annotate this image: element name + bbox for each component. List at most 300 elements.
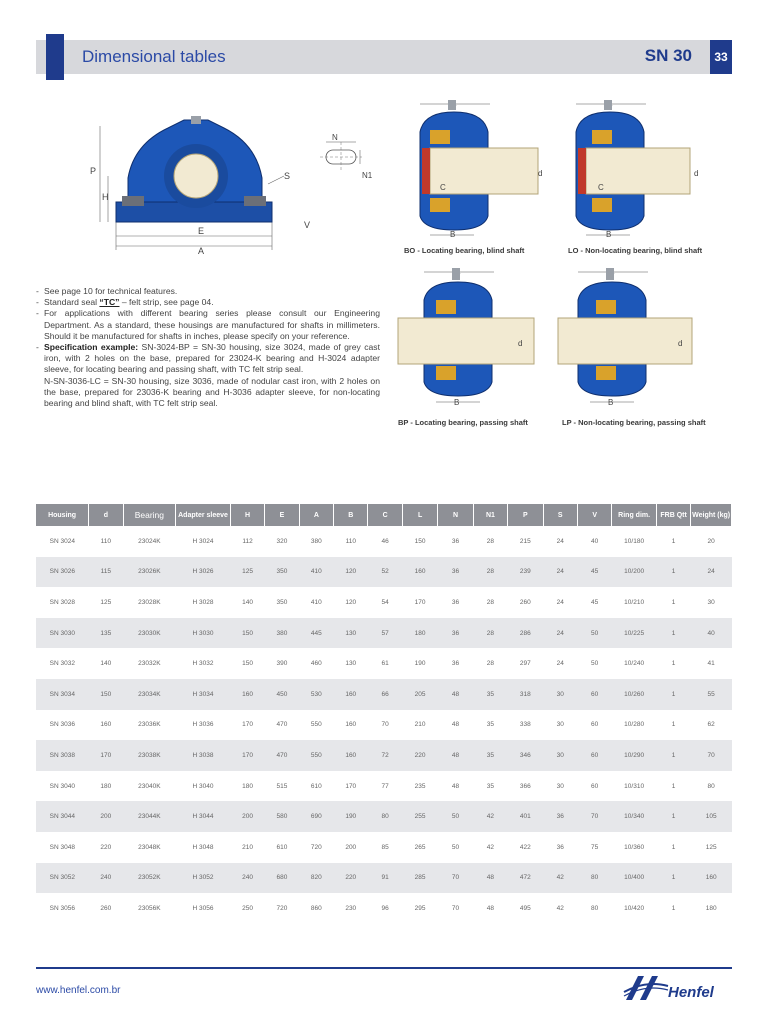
table-cell: H 3028 xyxy=(192,598,214,606)
table-cell: 150 xyxy=(89,679,123,710)
table-cell: 190 xyxy=(414,660,426,668)
column-header: FRB Qtt xyxy=(656,504,690,526)
table-cell: 260 xyxy=(519,598,531,606)
dim-label-h: H xyxy=(102,192,109,202)
table-cell: 110 xyxy=(345,537,356,545)
table-cell: 48 xyxy=(438,679,473,710)
note-seal-prefix: Standard seal xyxy=(44,297,100,308)
table-cell: 530 xyxy=(299,679,333,710)
table-body xyxy=(36,526,732,924)
column-header: N xyxy=(438,504,473,526)
table-cell: 10/225 xyxy=(612,618,657,649)
table-cell: 460 xyxy=(310,660,322,668)
table-cell: 120 xyxy=(345,598,357,606)
note-specification-example xyxy=(36,342,380,376)
table-row xyxy=(36,710,732,741)
table-cell: 250 xyxy=(242,904,253,912)
variant-lo-caption: LO - Non-locating bearing, blind shaft xyxy=(568,246,703,255)
table-cell: 286 xyxy=(508,618,543,649)
table-cell: 30 xyxy=(556,782,564,790)
table-cell: 80 xyxy=(707,782,715,790)
table-cell: 24 xyxy=(691,557,732,588)
table-cell: 180 xyxy=(242,782,253,790)
variant-lp-drawing xyxy=(556,266,720,412)
table-cell: 28 xyxy=(473,557,507,588)
table-row xyxy=(36,526,732,557)
table-cell: 140 xyxy=(100,660,112,668)
table-cell: SN 3034 xyxy=(36,679,89,710)
note-technical-features: - See page 10 for technical features. xyxy=(36,286,380,297)
table-cell: 366 xyxy=(519,782,531,790)
table-cell: SN 3032 xyxy=(49,660,75,668)
table-cell: 36 xyxy=(543,801,577,832)
variant-bo-dim-c: C xyxy=(440,183,446,192)
table-cell: 35 xyxy=(473,679,507,710)
table-cell: 1 xyxy=(671,721,676,729)
table-cell: 125 xyxy=(100,598,112,606)
table-cell: 160 xyxy=(230,679,264,710)
table-cell: 255 xyxy=(402,801,437,832)
variant-lp-dim-b: B xyxy=(608,398,614,407)
table-cell: 40 xyxy=(591,537,599,545)
table-cell: H 3052 xyxy=(176,863,231,894)
table-cell: 1 xyxy=(656,557,690,588)
henfel-logo-text: Henfel xyxy=(668,984,714,1001)
table-cell: H 3044 xyxy=(176,801,231,832)
column-header: S xyxy=(543,504,577,526)
table-cell: SN 3048 xyxy=(49,843,75,851)
table-cell: 36 xyxy=(556,843,564,851)
note-seal-code: “TC” xyxy=(99,297,120,308)
variant-bo-caption: BO - Locating bearing, blind shaft xyxy=(404,246,525,255)
table-row xyxy=(36,679,732,710)
table-cell: 23056K xyxy=(138,904,161,912)
table-cell: 36 xyxy=(438,618,473,649)
table-cell: 77 xyxy=(381,782,389,790)
table-cell: 450 xyxy=(265,679,299,710)
page-title: Dimensional tables xyxy=(82,47,226,66)
table-cell: 54 xyxy=(381,598,389,606)
table-cell: 42 xyxy=(543,863,577,894)
column-header: Ring dim. xyxy=(612,504,657,526)
table-cell: 470 xyxy=(276,721,288,729)
table-cell: 260 xyxy=(100,904,112,912)
table-cell: H 3038 xyxy=(176,740,231,771)
table-cell: 75 xyxy=(591,843,599,851)
table-cell: 42 xyxy=(486,843,495,851)
table-cell: 422 xyxy=(519,843,531,851)
table-cell: 125 xyxy=(230,557,264,588)
table-cell: 1 xyxy=(671,843,676,851)
table-cell: 470 xyxy=(265,740,299,771)
column-header: N1 xyxy=(473,504,507,526)
table-cell: 30 xyxy=(543,740,577,771)
page-header xyxy=(36,40,732,74)
table-row xyxy=(36,648,732,679)
table-cell: 1 xyxy=(671,782,676,790)
variant-bp-drawing xyxy=(396,266,556,412)
henfel-logo-icon xyxy=(622,970,670,1006)
table-cell: H 3036 xyxy=(192,721,214,729)
table-cell: 85 xyxy=(381,843,389,851)
housing-front-view-drawing xyxy=(88,104,318,256)
table-cell: 265 xyxy=(414,843,426,851)
table-cell: 10/290 xyxy=(612,740,657,771)
table-cell: 23048K xyxy=(138,843,161,851)
table-cell: 28 xyxy=(486,537,495,545)
table-cell: 10/400 xyxy=(612,863,657,894)
table-cell: 170 xyxy=(345,782,357,790)
table-cell: 23052K xyxy=(123,863,176,894)
table-cell: 72 xyxy=(368,740,402,771)
table-cell: 180 xyxy=(705,904,717,912)
table-cell: 36 xyxy=(451,660,460,668)
table-cell: 350 xyxy=(265,557,299,588)
table-cell: 45 xyxy=(577,557,611,588)
table-cell: 515 xyxy=(276,782,288,790)
table-cell: 720 xyxy=(276,904,288,912)
table-cell: 160 xyxy=(334,679,368,710)
table-cell: H 3026 xyxy=(176,557,231,588)
table-cell: 140 xyxy=(242,598,253,606)
table-cell: 215 xyxy=(519,537,531,545)
dim-label-a: A xyxy=(198,246,205,256)
table-cell: H 3030 xyxy=(176,618,231,649)
table-cell: 57 xyxy=(368,618,402,649)
table-cell: 180 xyxy=(402,618,437,649)
table-cell: 80 xyxy=(368,801,402,832)
table-cell: 1 xyxy=(671,660,676,668)
table-cell: 220 xyxy=(334,863,368,894)
column-header: C xyxy=(368,504,402,526)
variant-bp-dim-b: B xyxy=(454,398,460,407)
column-header: P xyxy=(508,504,543,526)
table-cell: 297 xyxy=(519,660,531,668)
table-cell: 28 xyxy=(486,660,495,668)
table-cell: 239 xyxy=(508,557,543,588)
table-cell: 60 xyxy=(591,782,599,790)
table-row xyxy=(36,771,732,802)
table-cell: 110 xyxy=(100,537,112,545)
table-cell: 23024K xyxy=(138,537,161,545)
table-cell: 35 xyxy=(486,782,495,790)
table-cell: 472 xyxy=(508,863,543,894)
table-cell: 30 xyxy=(543,679,577,710)
table-cell: 35 xyxy=(473,740,507,771)
table-cell: 10/420 xyxy=(624,904,645,912)
table-cell: 120 xyxy=(334,557,368,588)
variant-lo-dim-d: d xyxy=(694,169,699,178)
table-cell: 23044K xyxy=(123,801,176,832)
variant-lo-drawing xyxy=(570,98,720,240)
dim-label-s: S xyxy=(284,171,291,181)
table-cell: 190 xyxy=(334,801,368,832)
table-cell: 24 xyxy=(543,557,577,588)
table-cell: 91 xyxy=(368,863,402,894)
table-cell: 48 xyxy=(473,863,507,894)
henfel-logo xyxy=(622,970,734,1008)
table-cell: 240 xyxy=(230,863,264,894)
variant-bo-dim-b: B xyxy=(450,230,456,239)
variant-lo-dim-c: C xyxy=(598,183,604,192)
table-cell: 115 xyxy=(89,557,123,588)
table-cell: 160 xyxy=(100,721,112,729)
table-cell: 160 xyxy=(402,557,437,588)
footer-website-link[interactable]: www.henfel.com.br xyxy=(36,985,121,996)
spec-text: SN-3024-BP = SN-30 housing, size 3024, made of grey cast iron, with 2 holes on the base, prepared for 23024-K bearing and H-3024 adapter sleeve, for locating bearing and passing shaft, with TC felt strip seal. xyxy=(44,342,380,375)
note-specification-example-2: N-SN-3036-LC = SN-30 housing, size 3036, made of nodular cast iron, with 2 holes on the base, prepared for 23036-K bearing and H-3036 adapter sleeve, for non-locating bearing and blind shaft, with TC felt strip seal. xyxy=(44,375,380,409)
dimensional-table-container xyxy=(36,504,732,924)
table-cell: 200 xyxy=(230,801,264,832)
table-cell: 580 xyxy=(265,801,299,832)
table-cell: 230 xyxy=(345,904,357,912)
table-cell: 380 xyxy=(265,618,299,649)
table-cell: 66 xyxy=(368,679,402,710)
table-cell: 70 xyxy=(381,721,389,729)
column-header: H xyxy=(230,504,264,526)
table-cell: 346 xyxy=(508,740,543,771)
column-header: V xyxy=(577,504,611,526)
table-cell: 60 xyxy=(577,740,611,771)
dim-label-n1: N1 xyxy=(362,171,373,180)
table-cell: 35 xyxy=(486,721,495,729)
table-cell: 550 xyxy=(299,740,333,771)
table-cell: 52 xyxy=(368,557,402,588)
table-cell: 220 xyxy=(100,843,112,851)
table-cell: 401 xyxy=(508,801,543,832)
table-cell: 160 xyxy=(334,740,368,771)
column-header: L xyxy=(402,504,437,526)
table-cell: 150 xyxy=(242,660,253,668)
table-cell: 50 xyxy=(591,660,599,668)
table-cell: 23038K xyxy=(123,740,176,771)
table-cell: 390 xyxy=(276,660,288,668)
variant-bp-caption: BP - Locating bearing, passing shaft xyxy=(398,418,528,427)
table-row xyxy=(36,801,732,832)
table-cell: 1 xyxy=(656,863,690,894)
table-cell: 10/240 xyxy=(624,660,645,668)
table-cell: 24 xyxy=(556,537,564,545)
table-row xyxy=(36,618,732,649)
table-cell: 112 xyxy=(242,537,253,545)
table-cell: 318 xyxy=(508,679,543,710)
table-cell: 62 xyxy=(707,721,715,729)
table-cell: 70 xyxy=(451,904,460,912)
table-row xyxy=(36,893,732,924)
table-cell: 41 xyxy=(707,660,715,668)
dim-label-n: N xyxy=(332,133,338,142)
table-cell: 42 xyxy=(473,801,507,832)
table-cell: 200 xyxy=(89,801,123,832)
table-cell: 860 xyxy=(310,904,322,912)
table-cell: 23030K xyxy=(123,618,176,649)
table-cell: 1 xyxy=(656,618,690,649)
table-cell: 105 xyxy=(691,801,732,832)
table-cell: 50 xyxy=(438,801,473,832)
variant-lo-dim-b: B xyxy=(606,230,612,239)
note-seal-suffix: – felt strip, see page 04. xyxy=(119,297,214,308)
dim-label-v: V xyxy=(304,220,311,230)
table-cell: 23036K xyxy=(138,721,161,729)
table-cell: 23040K xyxy=(138,782,161,790)
table-cell: 70 xyxy=(438,863,473,894)
table-cell: 70 xyxy=(577,801,611,832)
table-cell: 28 xyxy=(486,598,495,606)
table-cell: SN 3036 xyxy=(49,721,75,729)
table-cell: 55 xyxy=(691,679,732,710)
table-cell: H 3056 xyxy=(192,904,214,912)
table-cell: 24 xyxy=(543,618,577,649)
table-cell: SN 3030 xyxy=(36,618,89,649)
table-cell: H 3034 xyxy=(176,679,231,710)
table-row xyxy=(36,587,732,618)
table-cell: 80 xyxy=(577,863,611,894)
table-cell: SN 3044 xyxy=(36,801,89,832)
table-cell: 10/340 xyxy=(612,801,657,832)
column-header: Adapter sleeve xyxy=(176,504,231,526)
table-cell: SN 3026 xyxy=(36,557,89,588)
table-cell: 610 xyxy=(310,782,322,790)
table-cell: H 3024 xyxy=(192,537,214,545)
table-cell: 50 xyxy=(451,843,460,851)
note-standard-seal xyxy=(36,297,380,308)
table-cell: 48 xyxy=(451,782,460,790)
table-cell: 130 xyxy=(334,618,368,649)
table-cell: 210 xyxy=(242,843,253,851)
table-cell: 160 xyxy=(345,721,357,729)
page-number: 33 xyxy=(710,40,732,74)
table-cell: SN 3052 xyxy=(36,863,89,894)
table-cell: 30 xyxy=(556,721,564,729)
table-cell: SN 3038 xyxy=(36,740,89,771)
table-cell: 1 xyxy=(671,904,676,912)
table-cell: 495 xyxy=(519,904,531,912)
table-cell: 30 xyxy=(707,598,715,606)
table-cell: 96 xyxy=(381,904,389,912)
table-cell: 10/200 xyxy=(612,557,657,588)
table-cell: H 3048 xyxy=(192,843,214,851)
table-cell: 285 xyxy=(402,863,437,894)
variant-lp-dim-d: d xyxy=(678,339,683,348)
table-cell: 295 xyxy=(414,904,426,912)
column-header: Bearing xyxy=(123,504,176,526)
table-cell: 10/280 xyxy=(624,721,645,729)
table-cell: 1 xyxy=(656,679,690,710)
table-cell: 10/180 xyxy=(624,537,645,545)
table-cell: 20 xyxy=(707,537,715,545)
spec-label: Specification example: xyxy=(44,342,139,353)
table-cell: 240 xyxy=(89,863,123,894)
table-cell: 23028K xyxy=(138,598,161,606)
table-cell: 80 xyxy=(591,904,599,912)
table-cell: 45 xyxy=(591,598,599,606)
table-cell: SN 3040 xyxy=(49,782,75,790)
variant-bp-dim-d: d xyxy=(518,339,523,348)
table-cell: 23034K xyxy=(123,679,176,710)
table-cell: 410 xyxy=(310,598,322,606)
table-cell: 380 xyxy=(310,537,322,545)
table-cell: SN 3056 xyxy=(49,904,75,912)
table-cell: 24 xyxy=(556,660,564,668)
table-cell: 130 xyxy=(345,660,357,668)
table-cell: 445 xyxy=(299,618,333,649)
table-cell: 10/360 xyxy=(624,843,645,851)
table-cell: 210 xyxy=(414,721,426,729)
table-cell: SN 3028 xyxy=(49,598,75,606)
table-cell: 610 xyxy=(276,843,288,851)
table-row xyxy=(36,740,732,771)
dim-label-p: P xyxy=(90,166,97,176)
table-cell: 36 xyxy=(451,537,460,545)
table-cell: 180 xyxy=(100,782,112,790)
table-cell: 160 xyxy=(691,863,732,894)
table-cell: 42 xyxy=(556,904,564,912)
table-cell: 61 xyxy=(381,660,389,668)
table-cell: 48 xyxy=(438,740,473,771)
header-accent-tab xyxy=(46,34,64,80)
table-cell: 1 xyxy=(656,740,690,771)
table-cell: 320 xyxy=(276,537,288,545)
table-cell: 36 xyxy=(451,598,460,606)
table-cell: 23032K xyxy=(138,660,161,668)
column-header: A xyxy=(299,504,333,526)
table-cell: 10/310 xyxy=(624,782,645,790)
note-engineering-department: - For applications with different bearing series please consult our Engineering Department. As a standard, these housings are manufactured for shafts in millimeters. Should it be manufactured for shafts in inches, please specify on your reference. xyxy=(36,308,380,342)
technical-notes xyxy=(36,286,380,409)
variant-lp-caption: LP - Non-locating bearing, passing shaft xyxy=(562,418,706,427)
table-cell: 36 xyxy=(438,557,473,588)
table-cell: 680 xyxy=(265,863,299,894)
column-header: d xyxy=(89,504,123,526)
table-cell: 40 xyxy=(691,618,732,649)
table-cell: H 3032 xyxy=(192,660,214,668)
table-cell: SN 3024 xyxy=(49,537,75,545)
base-slot-detail-drawing xyxy=(318,132,378,188)
table-cell: 10/260 xyxy=(612,679,657,710)
table-cell: 60 xyxy=(577,679,611,710)
table-cell: 48 xyxy=(486,904,495,912)
table-cell: 350 xyxy=(276,598,288,606)
table-cell: 338 xyxy=(519,721,531,729)
series-label: SN 30 xyxy=(644,46,692,65)
table-row xyxy=(36,832,732,863)
table-cell: 205 xyxy=(402,679,437,710)
table-cell: 23026K xyxy=(123,557,176,588)
table-row xyxy=(36,863,732,894)
table-cell: 10/210 xyxy=(624,598,645,606)
table-cell: 170 xyxy=(242,721,253,729)
table-cell: 46 xyxy=(381,537,389,545)
table-cell: 200 xyxy=(345,843,357,851)
table-cell: 170 xyxy=(230,740,264,771)
table-cell: 170 xyxy=(414,598,426,606)
table-cell: 1 xyxy=(656,801,690,832)
variant-bo-drawing xyxy=(404,98,554,240)
table-cell: 550 xyxy=(310,721,322,729)
table-cell: 720 xyxy=(310,843,322,851)
dimensional-table xyxy=(36,504,732,924)
column-header: E xyxy=(265,504,299,526)
table-row xyxy=(36,557,732,588)
table-header-row xyxy=(36,504,732,526)
table-cell: 235 xyxy=(414,782,426,790)
table-cell: 24 xyxy=(556,598,564,606)
table-cell: 170 xyxy=(89,740,123,771)
column-header: B xyxy=(334,504,368,526)
table-cell: 820 xyxy=(299,863,333,894)
table-cell: 150 xyxy=(414,537,426,545)
table-cell: 410 xyxy=(299,557,333,588)
